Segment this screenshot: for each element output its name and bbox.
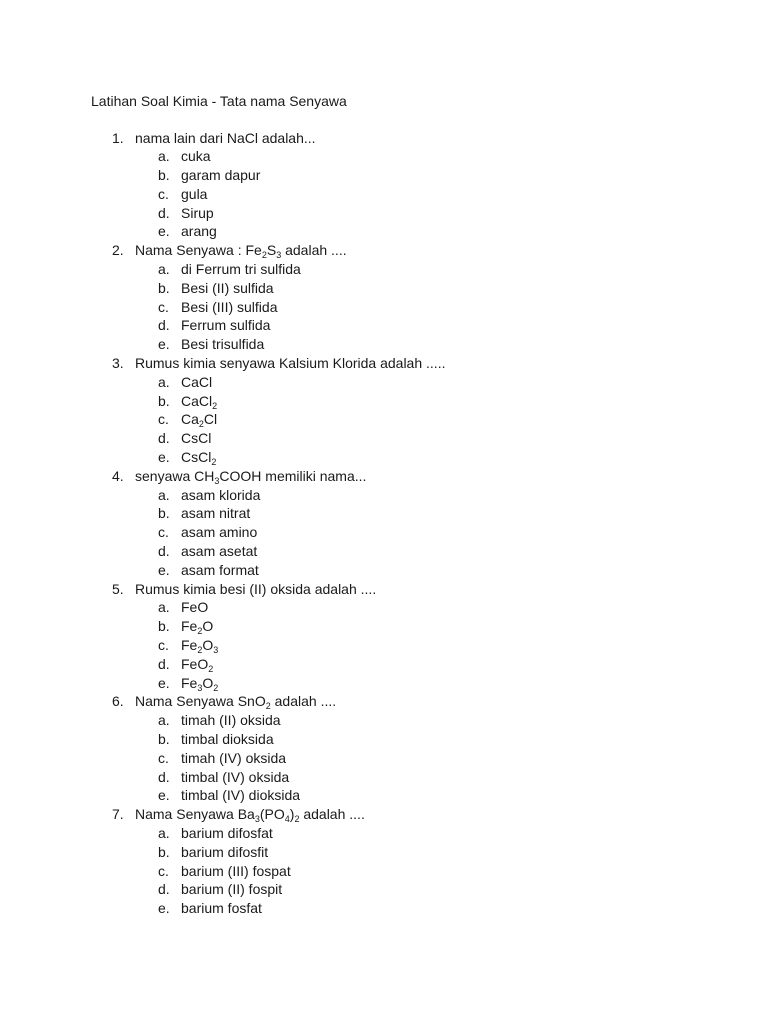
option-letter: d.: [158, 768, 170, 785]
question-line: [0, 580, 768, 599]
option-text: timbal (IV) oksida: [181, 768, 290, 785]
option-letter: e.: [158, 336, 170, 353]
option-text: CsCl$_2$: [181, 449, 217, 468]
option-letter: a.: [158, 373, 170, 390]
question-number: 1.: [112, 129, 124, 146]
answer-option: [0, 429, 768, 448]
option-letter: d.: [158, 543, 170, 560]
option-letter: e.: [158, 900, 170, 917]
answer-option: [0, 542, 768, 561]
option-text: barium fosfat: [181, 900, 262, 917]
option-letter: e.: [158, 674, 170, 691]
question-item: [0, 241, 768, 354]
question-text: Nama Senyawa : $Fe_2S_3$ adalah ....: [135, 242, 347, 261]
question-line: [0, 129, 768, 148]
option-text: garam dapur: [181, 167, 261, 184]
option-text: timah (IV) oksida: [181, 749, 287, 766]
option-letter: d.: [158, 881, 170, 898]
option-letter: a.: [158, 486, 170, 503]
answer-option: [0, 843, 768, 862]
answer-option: [0, 786, 768, 805]
question-line: [0, 467, 768, 486]
question-number: 7.: [112, 806, 124, 823]
option-text: $Fe_2O$: [181, 618, 214, 637]
question-text: Rumus kimia senyawa Kalsium Klorida adalah .....: [135, 355, 446, 372]
question-number: 3.: [112, 355, 124, 372]
option-letter: c.: [158, 411, 169, 428]
subscript: 2: [213, 682, 219, 693]
option-letter: e.: [158, 787, 170, 804]
option-text: arang: [181, 223, 217, 240]
answer-option: [0, 504, 768, 523]
subscript: 4: [284, 814, 290, 825]
option-text: barium difosfat: [181, 824, 273, 841]
answer-option: [0, 768, 768, 787]
option-text: cuka: [181, 148, 211, 165]
answer-option: [0, 824, 768, 843]
option-letter: b.: [158, 731, 170, 747]
subscript: 2: [211, 457, 217, 468]
answer-option: [0, 279, 768, 298]
option-text: $Fe_2O_3$: [181, 637, 219, 656]
answer-option: [0, 899, 768, 918]
answer-option: [0, 598, 768, 617]
option-text: barium (III) fospat: [181, 862, 291, 879]
option-text: gula: [181, 185, 208, 202]
answer-option: [0, 260, 768, 279]
option-letter: c.: [158, 524, 169, 541]
answer-option: [0, 730, 768, 749]
option-letter: b.: [158, 279, 170, 296]
subscript: 2: [197, 645, 203, 656]
answer-option: [0, 655, 768, 674]
answer-option: [0, 147, 768, 166]
subscript: 3: [213, 645, 219, 656]
subscript: 3: [276, 250, 282, 261]
subscript: 3: [254, 814, 260, 825]
answer-option: [0, 617, 768, 636]
question-number: 6.: [112, 693, 124, 710]
option-letter: c.: [158, 862, 169, 879]
option-letter: a.: [158, 712, 170, 729]
option-text: asam format: [181, 561, 259, 578]
answer-option: [0, 749, 768, 768]
option-letter: e.: [158, 561, 170, 578]
option-text: $Ca_2Cl$: [181, 411, 218, 430]
option-text: timbal dioksida: [181, 731, 274, 747]
option-text: CaCl$_2$: [181, 392, 218, 411]
question-line: [0, 241, 768, 260]
option-text: barium (II) fospit: [181, 881, 283, 898]
answer-option: [0, 204, 768, 223]
option-text: di Ferrum tri sulfida: [181, 261, 301, 278]
option-text: Sirup: [181, 204, 214, 221]
option-text: CaCl: [181, 373, 213, 390]
option-text: Besi trisulfida: [181, 336, 265, 353]
option-text: FeO: [181, 599, 209, 616]
option-letter: b.: [158, 505, 170, 522]
answer-option: [0, 636, 768, 655]
answer-option: [0, 674, 768, 693]
option-letter: d.: [158, 430, 170, 447]
option-text: barium difosfit: [181, 843, 269, 860]
option-text: timbal (IV) dioksida: [181, 787, 301, 804]
option-text: timah (II) oksida: [181, 712, 281, 729]
option-letter: e.: [158, 223, 170, 240]
answer-option: [0, 880, 768, 899]
option-text: asam amino: [181, 524, 258, 541]
subscript: 2: [212, 400, 218, 411]
answer-option: [0, 335, 768, 354]
question-item: [0, 805, 768, 918]
subscript: 3: [197, 682, 203, 693]
answer-option: [0, 486, 768, 505]
option-text: Besi (II) sulfida: [181, 279, 274, 296]
answer-option: [0, 711, 768, 730]
option-letter: c.: [158, 637, 169, 654]
answer-option: [0, 185, 768, 204]
option-letter: a.: [158, 599, 170, 616]
answer-option: [0, 523, 768, 542]
option-text: CsCl: [181, 430, 212, 447]
option-letter: e.: [158, 449, 170, 466]
subscript: 2: [294, 814, 300, 825]
answer-option: [0, 448, 768, 467]
option-letter: d.: [158, 655, 170, 672]
question-item: [0, 467, 768, 580]
question-item: [0, 580, 768, 693]
document-title: Latihan Soal Kimia - Tata nama Senyawa: [91, 93, 347, 109]
option-text: FeO$_2$: [181, 655, 214, 674]
option-text: asam asetat: [181, 543, 258, 560]
question-number: 5.: [112, 580, 124, 597]
option-text: asam nitrat: [181, 505, 251, 522]
option-letter: a.: [158, 824, 170, 841]
answer-option: [0, 862, 768, 881]
subscript: 2: [197, 626, 203, 637]
question-line: [0, 805, 768, 824]
question-line: [0, 692, 768, 711]
question-text: Rumus kimia besi (II) oksida adalah ....: [135, 580, 377, 597]
answer-option: [0, 316, 768, 335]
question-item: [0, 129, 768, 242]
subscript: 2: [198, 419, 204, 430]
option-letter: c.: [158, 298, 169, 315]
option-text: asam klorida: [181, 486, 261, 503]
question-number: 4.: [112, 467, 124, 484]
option-letter: b.: [158, 618, 170, 635]
option-letter: d.: [158, 204, 170, 221]
subscript: 2: [261, 250, 267, 261]
option-letter: c.: [158, 749, 169, 766]
option-letter: a.: [158, 148, 170, 165]
option-letter: b.: [158, 392, 170, 409]
answer-option: [0, 298, 768, 317]
question-list: [0, 129, 768, 918]
option-letter: a.: [158, 261, 170, 278]
subscript: 3: [214, 475, 220, 486]
answer-option: [0, 410, 768, 429]
question-text: Nama Senyawa $Ba_3(PO_4)_2$ adalah ....: [135, 806, 365, 825]
subscript: 2: [208, 663, 214, 674]
question-text: senyawa $CH_3COOH$ memiliki nama...: [135, 467, 367, 486]
answer-option: [0, 392, 768, 411]
question-line: [0, 354, 768, 373]
answer-option: [0, 222, 768, 241]
question-number: 2.: [112, 242, 124, 259]
question-text: nama lain dari NaCl adalah...: [135, 129, 316, 146]
question-item: [0, 354, 768, 467]
answer-option: [0, 373, 768, 392]
answer-option: [0, 166, 768, 185]
option-letter: b.: [158, 167, 170, 184]
answer-option: [0, 561, 768, 580]
subscript: 2: [265, 701, 271, 712]
option-letter: c.: [158, 185, 169, 202]
option-text: Ferrum sulfida: [181, 317, 271, 334]
question-text: Nama Senyawa SnO$_2$ adalah ....: [135, 693, 337, 712]
option-letter: d.: [158, 317, 170, 334]
option-text: $Fe_3O_2$: [181, 674, 219, 693]
option-text: Besi (III) sulfida: [181, 298, 278, 315]
question-item: [0, 692, 768, 805]
option-letter: b.: [158, 843, 170, 860]
